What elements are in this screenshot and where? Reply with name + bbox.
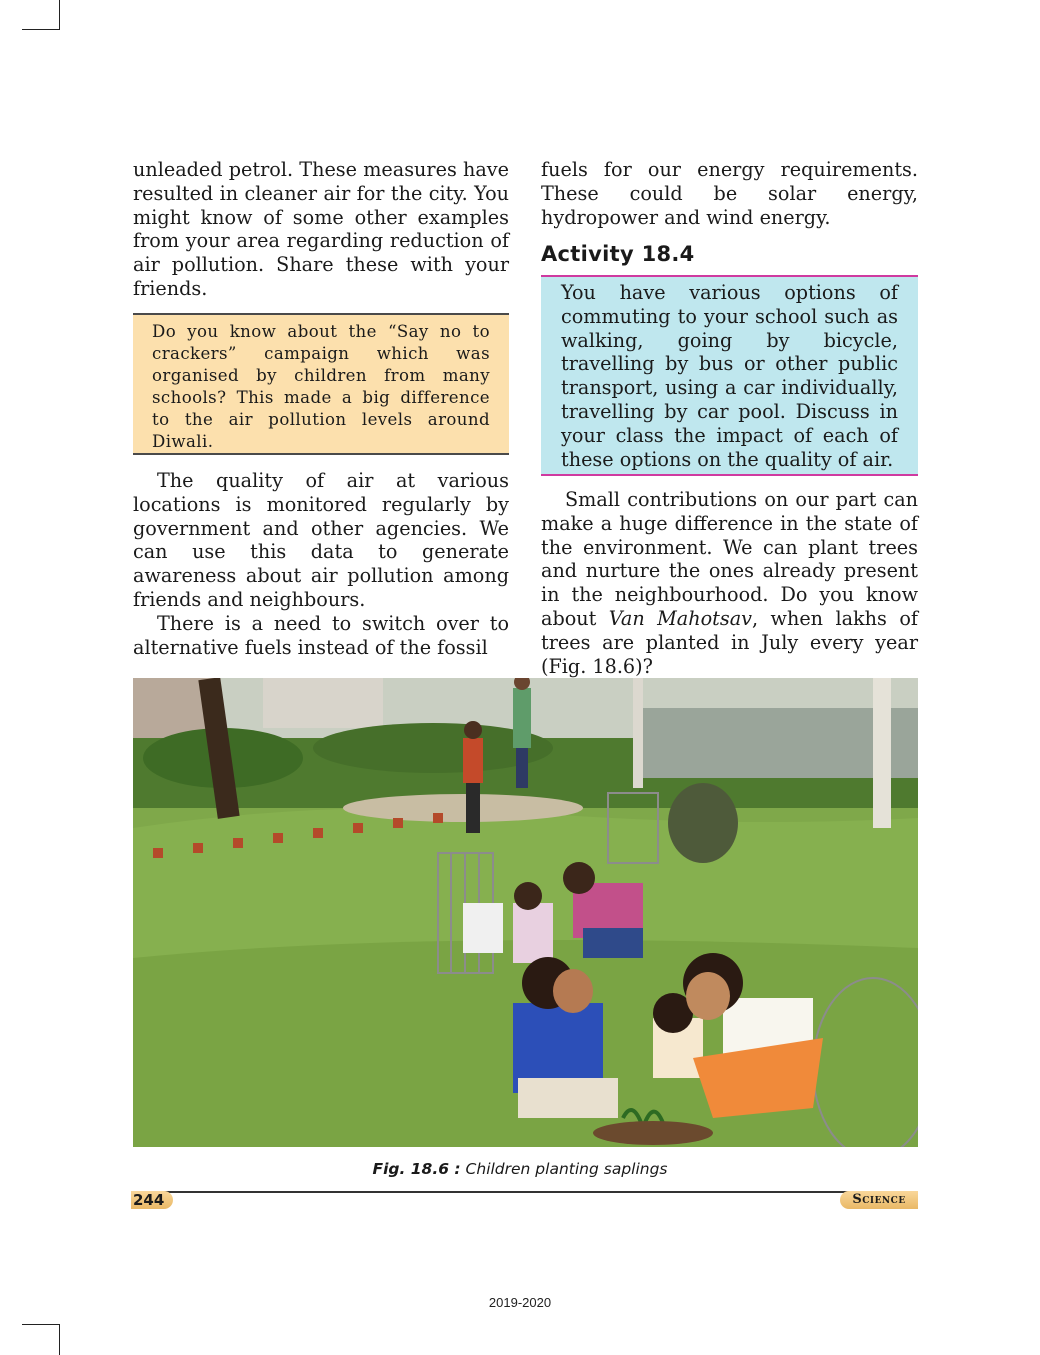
figure-caption — [0, 1160, 1040, 1178]
left-paragraph-2: The quality of air at various locations is monitored regularly by government and other agencies. We can use this data to generate awareness about air pollution among friends and neighbours. — [133, 469, 509, 611]
right-paragraph-2-start: Small contributions on our part can make a huge difference in the state of the environment. We can plant trees and nurture the ones already present in the neighbourhood. Do you know about — [541, 488, 918, 630]
crop-mark-bottom-horizontal — [22, 1324, 60, 1325]
page-number-tab: 244 — [131, 1191, 173, 1209]
right-paragraph-2-end: , when lakhs of trees are planted in July every year (Fig. 18.6)? — [541, 606, 918, 678]
crop-mark-top-vertical — [59, 0, 60, 30]
did-you-know-text: Do you know about the “Say no to crackers” campaign which was organised by children from many schools? This made a big difference to the air pollution levels around Diwali. — [152, 322, 490, 451]
footer-rule — [160, 1191, 850, 1193]
left-column-lower — [133, 469, 509, 659]
left-paragraph-3: There is a need to switch over to alternative fuels instead of the fossil — [133, 611, 509, 659]
did-you-know-box — [133, 313, 509, 455]
right-column-lower — [541, 488, 918, 678]
right-paragraph-1: fuels for our energy requirements. These could be solar energy, hydropower and wind energy. — [541, 158, 918, 229]
photo-children-planting-saplings — [133, 678, 918, 1147]
left-column — [133, 158, 509, 301]
activity-heading: Activity 18.4 — [541, 242, 695, 266]
edition-year: 2019-2020 — [488, 1295, 552, 1310]
activity-box — [541, 275, 918, 476]
crop-mark-top-horizontal — [22, 29, 60, 30]
photo-illustration — [133, 678, 918, 1147]
van-mahotsav-term: Van Mahotsav — [608, 606, 752, 630]
right-paragraph-2 — [541, 488, 918, 678]
subject-tab: Science — [840, 1191, 918, 1209]
left-paragraph-1: unleaded petrol. These measures have resulted in cleaner air for the city. You might know of some other examples from your area regarding reduction of air pollution. Share these with your friends. — [133, 158, 509, 300]
right-column — [541, 158, 918, 229]
figure-caption-text: Children planting saplings — [465, 1160, 668, 1178]
figure-label: Fig. 18.6 : — [372, 1160, 461, 1178]
activity-text: You have various options of commuting to your school such as walking, going by bicycle, travelling by bus or other public transport, using a car individually, travelling by car pool. Discuss in your class the impact of each of these options on the quality of air. — [561, 281, 898, 471]
crop-mark-bottom-vertical — [59, 1324, 60, 1355]
